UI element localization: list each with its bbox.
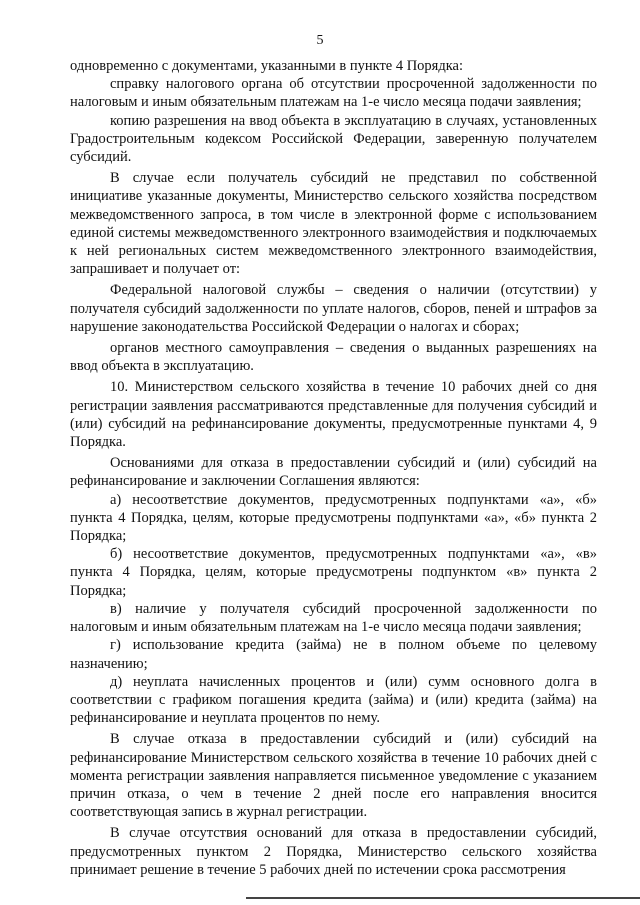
paragraph: В случае если получатель субсидий не представил по собственной инициативе указанные документы, Министерство сельского хозяйства посредством межведомственного запроса, в том числе в электронной форме с использованием единой системы межведомственного электронного взаимодействия и подключаемых к ней региональных систем межведомственного электронного взаимодействия, запрашивает и получает от: — [70, 170, 597, 278]
paragraph: Федеральной налоговой службы – сведения о наличии (отсутствии) у получателя субсидий задолженности по уплате налогов, сборов, пеней и штрафов за нарушение законодательства Российской Федерации о налогах и сборах; — [70, 282, 597, 335]
paragraph: 10. Министерством сельского хозяйства в течение 10 рабочих дней со дня регистрации заявления рассматриваются представленные для получения субсидий и (или) субсидий на рефинансирование документы, предусмотренные пунктами 4, 9 Порядка. — [70, 379, 597, 451]
paragraph: В случае отказа в предоставлении субсидий и (или) субсидий на рефинансирование Министерством сельского хозяйства в течение 10 рабочих дней с момента регистрации заявления направляется письменное уведомление с указанием причин отказа, о чем в течение 2 дней после его направления вносится соответствующая запись в журнал регистрации. — [70, 731, 597, 821]
paragraph: б) несоответствие документов, предусмотренных подпунктами «а», «в» пункта 4 Порядка, целям, которые предусмотрены подпунктом «в» пункта 2 Порядка; — [70, 546, 597, 599]
paragraph: справку налогового органа об отсутствии просроченной задолженности по налоговым и иным обязательным платежам на 1-е число месяца подачи заявления; — [70, 76, 597, 111]
page-number: 5 — [316, 33, 324, 48]
paragraph: одновременно с документами, указанными в пункте 4 Порядка: — [70, 58, 464, 74]
paragraph: в) наличие у получателя субсидий просроченной задолженности по налоговым и иным обязательным платежам на 1-е число месяца подачи заявления; — [70, 600, 597, 636]
paragraph: копию разрешения на ввод объекта в эксплуатацию в случаях, установленных Градостроительным кодексом Российской Федерации, заверенную получателем субсидий. — [70, 112, 597, 166]
paragraph: органов местного самоуправления – сведения о выданных разрешениях на ввод объекта в эксплуатацию. — [70, 340, 597, 375]
document-body — [70, 57, 597, 879]
paragraph: а) несоответствие документов, предусмотренных подпунктами «а», «б» пункта 4 Порядка, целям, которые предусмотрены подпунктами «а», «б» пункта 2 Порядка; — [70, 491, 597, 545]
paragraph: В случае отсутствия оснований для отказа в предоставлении субсидий, предусмотренных пунктом 2 Порядка, Министерство сельского хозяйства принимает решение в течение 5 рабочих дней по истечении срока рассмотрения — [70, 825, 597, 878]
page-bottom-rule — [246, 897, 640, 899]
paragraph: д) неуплата начисленных процентов и (или) сумм основного долга в соответствии с графиком погашения кредита (займа) и (или) кредита (займа) на рефинансирование и неуплата процентов по нему. — [70, 673, 597, 727]
paragraph: г) использование кредита (займа) не в полном объеме по целевому назначению; — [70, 637, 597, 672]
paragraph: Основаниями для отказа в предоставлении субсидий и (или) субсидий на рефинансирование и заключении Соглашения являются: — [70, 455, 597, 490]
